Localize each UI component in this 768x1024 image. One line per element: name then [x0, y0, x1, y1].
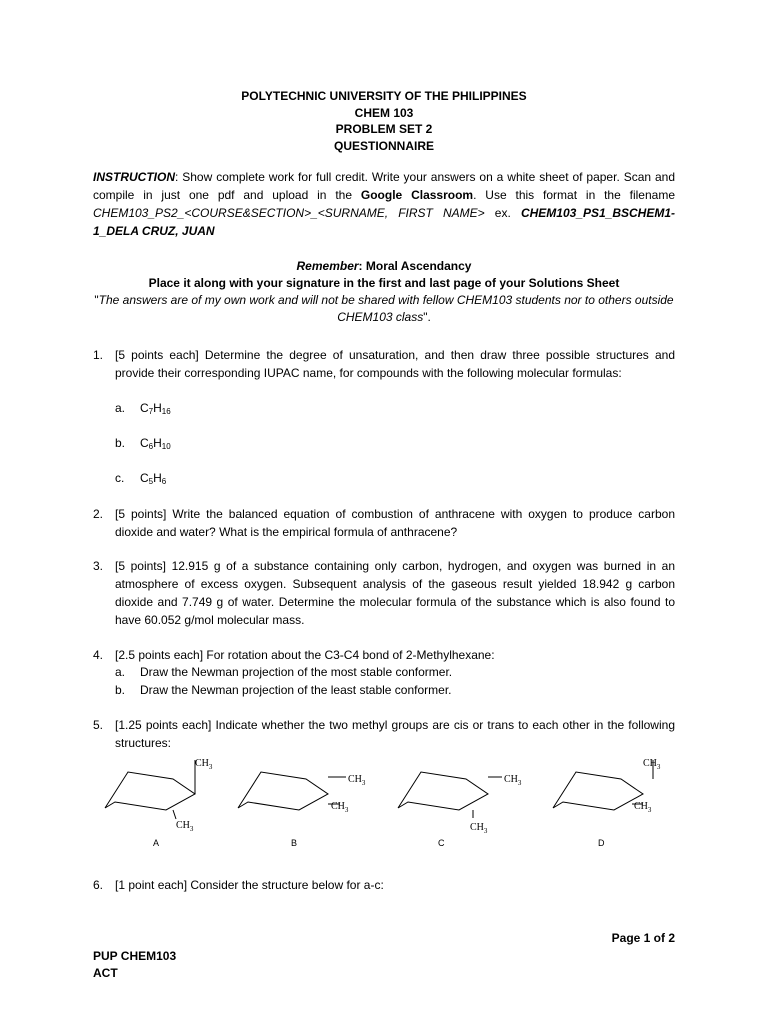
- option-text: Draw the Newman projection of the least stable conformer.: [140, 683, 452, 697]
- quote-close: ".: [423, 310, 431, 324]
- instruction-text-1: : Show complete work for full credit. Write your answers on a white sheet of paper. Scan and compile in just one pdf and upload in the: [93, 170, 675, 202]
- structure-label-a: A: [153, 838, 160, 848]
- formula-subscript: 7: [148, 407, 154, 416]
- methyl-label-b2: $CH_3$: [331, 801, 349, 814]
- cyclohexane-ring-a: [105, 772, 195, 810]
- formula-subscript: 6: [161, 477, 167, 486]
- structure-b: [238, 772, 346, 810]
- remember-label: Remember: [296, 259, 359, 273]
- option-letter: b.: [115, 683, 126, 697]
- google-classroom-text: Google Classroom: [360, 188, 474, 202]
- honor-pledge: [93, 292, 675, 326]
- methyl-label-c1: $CH_3$: [504, 774, 522, 787]
- footer-abbreviation: ACT: [93, 966, 118, 980]
- document-type: QUESTIONNAIRE: [333, 138, 434, 153]
- q1-option-b: [115, 434, 171, 452]
- problem-set-title: PROBLEM SET 2: [335, 122, 433, 136]
- course-code: CHEM 103: [354, 105, 414, 120]
- formula-subscript: 6: [148, 442, 154, 451]
- option-letter: a.: [115, 401, 126, 415]
- question-text: [5 points] 12.915 g of a substance containing only carbon, hydrogen, and oxygen was burned in an atmosphere of excess oxygen. Subsequent analysis of the gaseous result yielded 18.942 g carbon dioxide and 7.749 g of water. Determine the molecular formula of the substance which is also found to have 60.052 g/mol molecular mass.: [115, 559, 675, 627]
- signature-instruction: Place it along with your signature in the first and last page of your Solutions Sheet: [148, 276, 620, 290]
- question-4: [93, 646, 675, 664]
- methyl-label-d2: $CH_3$: [634, 801, 652, 814]
- structure-c: [398, 772, 502, 818]
- question-number: 2.: [93, 507, 104, 521]
- question-number: 1.: [93, 348, 104, 362]
- filename-example: CHEM103_PS1_BSCHEM1-1_DELA CRUZ, JUAN: [93, 206, 675, 238]
- footer-course: PUP CHEM103: [93, 949, 177, 963]
- question-number: 3.: [93, 559, 104, 573]
- instruction-text-2: . Use this format in the filename: [473, 188, 675, 202]
- page-number: Page 1 of 2: [611, 931, 675, 945]
- question-text: [5 points each] Determine the degree of unsaturation, and then draw three possible structures and provide their corresponding IUPAC name, for compounds with the following molecular formulas:: [115, 348, 675, 380]
- remember-text: : Moral Ascendancy: [358, 259, 472, 273]
- question-6: [93, 876, 675, 894]
- formula-element: C: [140, 401, 149, 415]
- methyl-label-d1: $CH_3$: [643, 758, 661, 771]
- formula-element: H: [153, 401, 162, 415]
- question-text: [2.5 points each] For rotation about the C3-C4 bond of 2-Methylhexane:: [115, 648, 495, 662]
- q4-option-a: [115, 663, 452, 681]
- cyclohexane-ring-c: [398, 772, 488, 810]
- question-number: 4.: [93, 648, 104, 662]
- question-text: [1 point each] Consider the structure below for a-c:: [115, 878, 384, 892]
- cyclohexane-ring-b: [238, 772, 328, 810]
- question-5: [93, 716, 675, 752]
- question-number: 6.: [93, 878, 104, 892]
- university-name: POLYTECHNIC UNIVERSITY OF THE PHILIPPINES: [241, 89, 527, 103]
- q1-option-a: [115, 399, 171, 417]
- document-footer: [93, 948, 176, 982]
- structure-label-d: D: [598, 838, 605, 848]
- question-text: [1.25 points each] Indicate whether the two methyl groups are cis or trans to each other in the following structures:: [115, 718, 675, 750]
- formula-element: C: [140, 436, 149, 450]
- methyl-bond-a2: [173, 810, 176, 819]
- document-header: [0, 88, 768, 154]
- formula-element: C: [140, 471, 149, 485]
- question-number: 5.: [93, 718, 104, 732]
- q4-option-b: [115, 681, 451, 699]
- formula-element: H: [153, 471, 162, 485]
- instruction-label: INSTRUCTION: [93, 170, 175, 184]
- question-3: [93, 557, 675, 629]
- option-letter: a.: [115, 665, 126, 679]
- option-letter: c.: [115, 471, 125, 485]
- methyl-label-b1: $CH_3$: [348, 774, 366, 787]
- remember-block: [93, 258, 675, 326]
- option-letter: b.: [115, 436, 126, 450]
- formula-subscript: 5: [148, 477, 154, 486]
- quote-open: ": [94, 293, 99, 307]
- methyl-label-c2: $CH_3$: [470, 822, 488, 835]
- question-2: [93, 505, 675, 541]
- cyclohexane-structures-figure: [93, 752, 683, 852]
- formula-element: H: [153, 436, 162, 450]
- honor-pledge-text: The answers are of my own work and will not be shared with fellow CHEM103 students nor to others outside CHEM103 class: [98, 293, 674, 324]
- methyl-label-a2: $CH_3$: [176, 820, 194, 833]
- option-text: Draw the Newman projection of the most stable conformer.: [140, 665, 453, 679]
- q1-option-c: [115, 469, 166, 487]
- question-1: [93, 346, 675, 382]
- structure-label-c: C: [438, 838, 445, 848]
- cyclohexane-ring-d: [553, 772, 643, 810]
- structure-label-b: B: [291, 838, 298, 848]
- question-text: [5 points] Write the balanced equation of combustion of anthracene with oxygen to produce carbon dioxide and water? What is the empirical formula of anthracene?: [115, 507, 675, 539]
- formula-subscript: 16: [161, 407, 171, 416]
- filename-format: CHEM103_PS2_<COURSE&SECTION>_<SURNAME, FIRST NAME>: [93, 206, 485, 220]
- formula-subscript: 10: [161, 442, 171, 451]
- instruction-text-3: ex.: [484, 206, 521, 220]
- methyl-label-a1: $CH_3$: [195, 758, 213, 771]
- instruction-paragraph: [93, 168, 675, 240]
- structure-a: [105, 760, 195, 819]
